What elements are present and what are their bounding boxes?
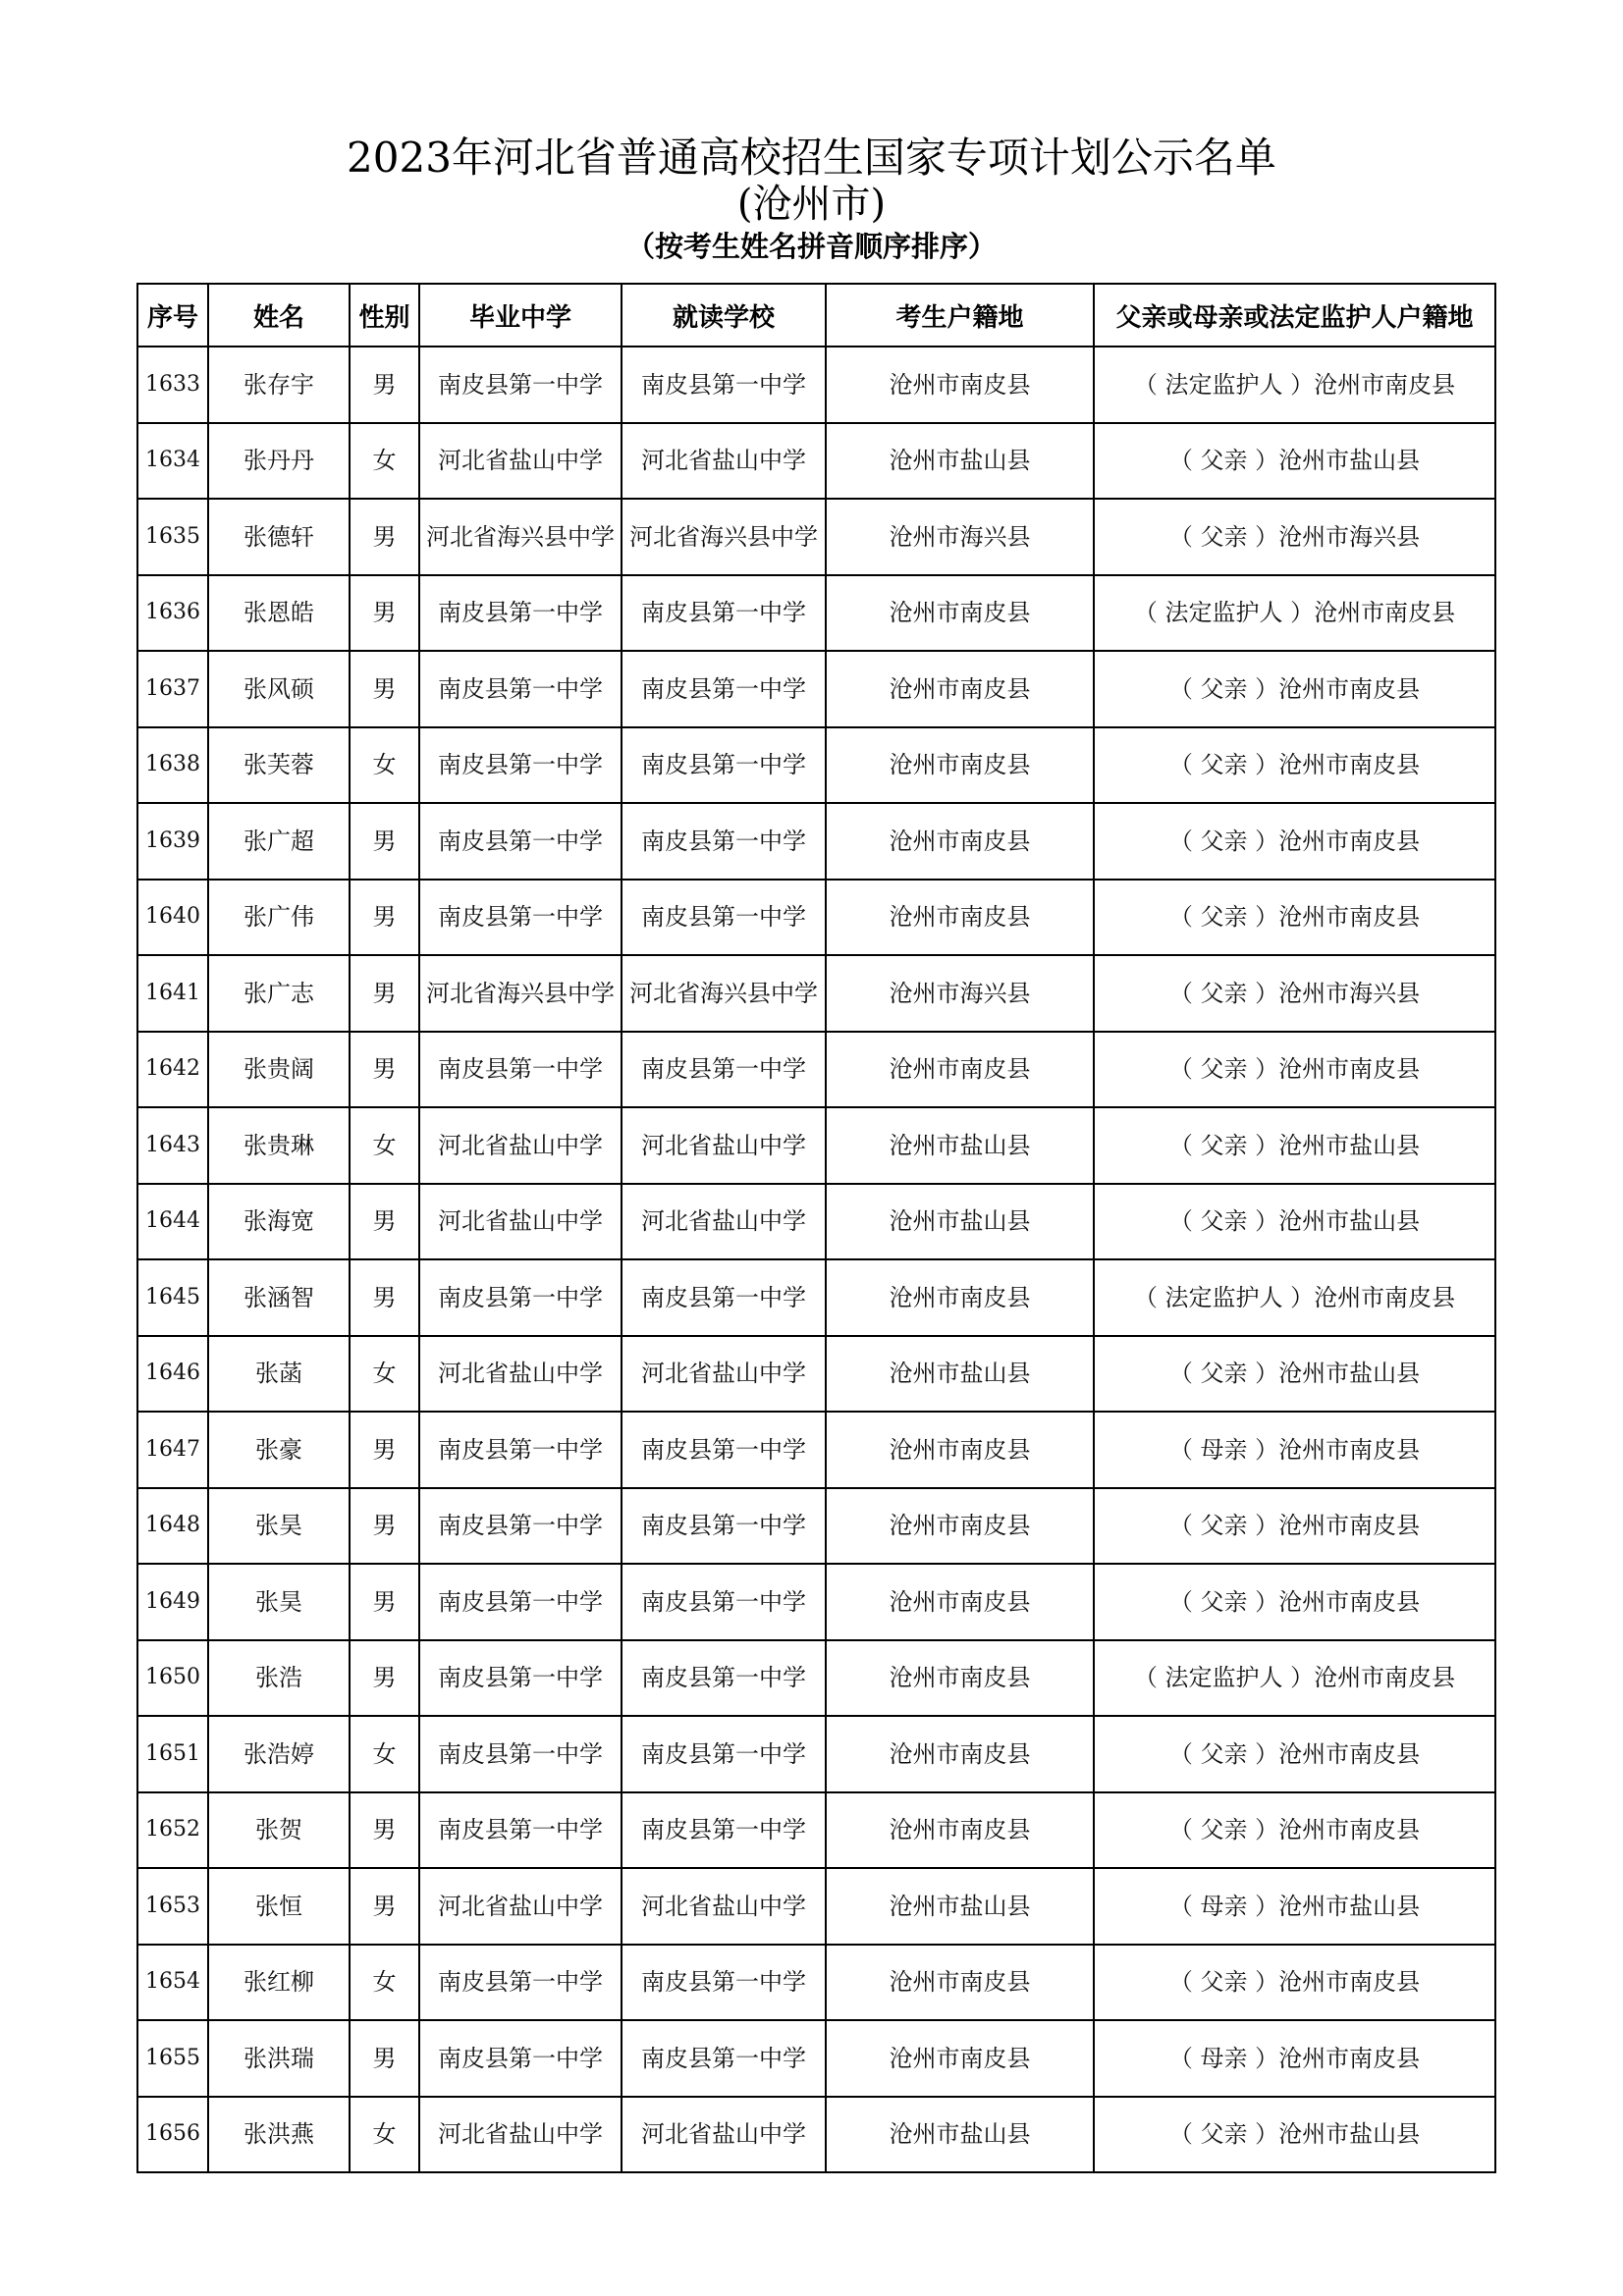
cell-name: 张贵琳 xyxy=(208,1107,350,1184)
cell-seq: 1635 xyxy=(137,499,208,575)
cell-student-hukou: 沧州市盐山县 xyxy=(826,1336,1094,1413)
cell-name: 张海宽 xyxy=(208,1184,350,1260)
cell-seq: 1642 xyxy=(137,1032,208,1108)
cell-student-hukou: 沧州市盐山县 xyxy=(826,1107,1094,1184)
cell-guardian-hukou: （ 父亲 ）沧州市盐山县 xyxy=(1094,1336,1495,1413)
cell-name: 张洪燕 xyxy=(208,2097,350,2173)
cell-graduation-school: 南皮县第一中学 xyxy=(419,1640,622,1717)
table-row xyxy=(137,1868,1495,1945)
cell-seq: 1647 xyxy=(137,1412,208,1488)
cell-name: 张恒 xyxy=(208,1868,350,1945)
cell-student-hukou: 沧州市南皮县 xyxy=(826,1259,1094,1336)
cell-name: 张昊 xyxy=(208,1488,350,1565)
table-row xyxy=(137,575,1495,652)
cell-current-school: 南皮县第一中学 xyxy=(622,1792,826,1869)
table-row xyxy=(137,1716,1495,1792)
cell-sex: 男 xyxy=(350,1792,419,1869)
cell-seq: 1637 xyxy=(137,651,208,727)
cell-student-hukou: 沧州市南皮县 xyxy=(826,1488,1094,1565)
cell-name: 张洪瑞 xyxy=(208,2020,350,2097)
cell-seq: 1633 xyxy=(137,347,208,423)
cell-graduation-school: 南皮县第一中学 xyxy=(419,651,622,727)
cell-student-hukou: 沧州市南皮县 xyxy=(826,1716,1094,1792)
cell-current-school: 南皮县第一中学 xyxy=(622,1640,826,1717)
table-row xyxy=(137,1412,1495,1488)
cell-current-school: 南皮县第一中学 xyxy=(622,347,826,423)
cell-current-school: 河北省盐山中学 xyxy=(622,2097,826,2173)
cell-sex: 男 xyxy=(350,1184,419,1260)
cell-sex: 女 xyxy=(350,727,419,804)
cell-guardian-hukou: （ 父亲 ）沧州市盐山县 xyxy=(1094,423,1495,500)
cell-seq: 1655 xyxy=(137,2020,208,2097)
cell-name: 张红柳 xyxy=(208,1945,350,2021)
header-student-hukou: 考生户籍地 xyxy=(826,284,1094,347)
cell-guardian-hukou: （ 父亲 ）沧州市南皮县 xyxy=(1094,651,1495,727)
cell-current-school: 河北省海兴县中学 xyxy=(622,955,826,1032)
cell-graduation-school: 南皮县第一中学 xyxy=(419,1488,622,1565)
cell-guardian-hukou: （ 父亲 ）沧州市南皮县 xyxy=(1094,880,1495,956)
cell-student-hukou: 沧州市海兴县 xyxy=(826,955,1094,1032)
cell-student-hukou: 沧州市盐山县 xyxy=(826,1868,1094,1945)
cell-guardian-hukou: （ 父亲 ）沧州市南皮县 xyxy=(1094,803,1495,880)
table-row xyxy=(137,880,1495,956)
cell-graduation-school: 南皮县第一中学 xyxy=(419,880,622,956)
cell-student-hukou: 沧州市南皮县 xyxy=(826,880,1094,956)
cell-student-hukou: 沧州市南皮县 xyxy=(826,575,1094,652)
cell-current-school: 河北省盐山中学 xyxy=(622,1868,826,1945)
header-sex: 性别 xyxy=(350,284,419,347)
cell-sex: 男 xyxy=(350,1259,419,1336)
cell-name: 张广伟 xyxy=(208,880,350,956)
document-title: 2023年河北省普通高校招生国家专项计划公示名单 xyxy=(347,133,1276,182)
cell-guardian-hukou: （ 父亲 ）沧州市南皮县 xyxy=(1094,1032,1495,1108)
cell-graduation-school: 南皮县第一中学 xyxy=(419,347,622,423)
cell-graduation-school: 南皮县第一中学 xyxy=(419,2020,622,2097)
cell-name: 张浩 xyxy=(208,1640,350,1717)
cell-sex: 女 xyxy=(350,2097,419,2173)
cell-guardian-hukou: （ 母亲 ）沧州市南皮县 xyxy=(1094,2020,1495,2097)
cell-sex: 男 xyxy=(350,1032,419,1108)
cell-sex: 男 xyxy=(350,2020,419,2097)
cell-name: 张风硕 xyxy=(208,651,350,727)
table-row xyxy=(137,1032,1495,1108)
cell-current-school: 南皮县第一中学 xyxy=(622,575,826,652)
roster-table xyxy=(136,283,1496,2173)
cell-current-school: 南皮县第一中学 xyxy=(622,1032,826,1108)
cell-guardian-hukou: （ 父亲 ）沧州市南皮县 xyxy=(1094,1792,1495,1869)
table-row xyxy=(137,1336,1495,1413)
document-subtitle-city: (沧州市) xyxy=(736,182,887,227)
cell-name: 张存宇 xyxy=(208,347,350,423)
cell-graduation-school: 河北省盐山中学 xyxy=(419,2097,622,2173)
cell-name: 张菡 xyxy=(208,1336,350,1413)
cell-student-hukou: 沧州市南皮县 xyxy=(826,1564,1094,1640)
cell-seq: 1648 xyxy=(137,1488,208,1565)
cell-guardian-hukou: （ 法定监护人 ）沧州市南皮县 xyxy=(1094,1640,1495,1717)
table-row xyxy=(137,2020,1495,2097)
cell-sex: 女 xyxy=(350,1336,419,1413)
cell-current-school: 南皮县第一中学 xyxy=(622,1412,826,1488)
cell-guardian-hukou: （ 父亲 ）沧州市南皮县 xyxy=(1094,1488,1495,1565)
cell-name: 张贵阔 xyxy=(208,1032,350,1108)
document-sort-note: （按考生姓名拼音顺序排序） xyxy=(625,230,997,263)
cell-guardian-hukou: （ 父亲 ）沧州市海兴县 xyxy=(1094,955,1495,1032)
cell-guardian-hukou: （ 父亲 ）沧州市南皮县 xyxy=(1094,1945,1495,2021)
cell-guardian-hukou: （ 法定监护人 ）沧州市南皮县 xyxy=(1094,347,1495,423)
cell-guardian-hukou: （ 母亲 ）沧州市盐山县 xyxy=(1094,1868,1495,1945)
cell-name: 张广志 xyxy=(208,955,350,1032)
cell-seq: 1645 xyxy=(137,1259,208,1336)
cell-graduation-school: 南皮县第一中学 xyxy=(419,1032,622,1108)
cell-seq: 1654 xyxy=(137,1945,208,2021)
table-row xyxy=(137,1792,1495,1869)
cell-name: 张浩婷 xyxy=(208,1716,350,1792)
cell-sex: 男 xyxy=(350,1488,419,1565)
cell-current-school: 河北省海兴县中学 xyxy=(622,499,826,575)
cell-sex: 女 xyxy=(350,423,419,500)
cell-sex: 男 xyxy=(350,575,419,652)
cell-graduation-school: 河北省盐山中学 xyxy=(419,1868,622,1945)
header-seq: 序号 xyxy=(137,284,208,347)
cell-seq: 1640 xyxy=(137,880,208,956)
cell-student-hukou: 沧州市南皮县 xyxy=(826,1640,1094,1717)
table-row xyxy=(137,1184,1495,1260)
cell-graduation-school: 河北省盐山中学 xyxy=(419,1184,622,1260)
table-row xyxy=(137,347,1495,423)
cell-graduation-school: 南皮县第一中学 xyxy=(419,1792,622,1869)
cell-student-hukou: 沧州市南皮县 xyxy=(826,651,1094,727)
cell-graduation-school: 南皮县第一中学 xyxy=(419,1259,622,1336)
cell-graduation-school: 南皮县第一中学 xyxy=(419,1716,622,1792)
cell-name: 张德轩 xyxy=(208,499,350,575)
cell-guardian-hukou: （ 父亲 ）沧州市盐山县 xyxy=(1094,2097,1495,2173)
cell-name: 张贺 xyxy=(208,1792,350,1869)
cell-student-hukou: 沧州市南皮县 xyxy=(826,1792,1094,1869)
cell-guardian-hukou: （ 父亲 ）沧州市盐山县 xyxy=(1094,1107,1495,1184)
cell-seq: 1638 xyxy=(137,727,208,804)
cell-guardian-hukou: （ 法定监护人 ）沧州市南皮县 xyxy=(1094,1259,1495,1336)
table-row xyxy=(137,955,1495,1032)
cell-seq: 1644 xyxy=(137,1184,208,1260)
header-guardian-hukou: 父亲或母亲或法定监护人户籍地 xyxy=(1094,284,1495,347)
cell-seq: 1636 xyxy=(137,575,208,652)
cell-name: 张昊 xyxy=(208,1564,350,1640)
cell-graduation-school: 河北省海兴县中学 xyxy=(419,955,622,1032)
cell-seq: 1656 xyxy=(137,2097,208,2173)
cell-sex: 男 xyxy=(350,347,419,423)
cell-current-school: 南皮县第一中学 xyxy=(622,880,826,956)
cell-guardian-hukou: （ 父亲 ）沧州市南皮县 xyxy=(1094,1716,1495,1792)
cell-graduation-school: 南皮县第一中学 xyxy=(419,575,622,652)
cell-guardian-hukou: （ 母亲 ）沧州市南皮县 xyxy=(1094,1412,1495,1488)
cell-sex: 男 xyxy=(350,955,419,1032)
cell-student-hukou: 沧州市南皮县 xyxy=(826,1412,1094,1488)
table-row xyxy=(137,499,1495,575)
cell-guardian-hukou: （ 父亲 ）沧州市海兴县 xyxy=(1094,499,1495,575)
cell-seq: 1651 xyxy=(137,1716,208,1792)
table-row xyxy=(137,1488,1495,1565)
cell-name: 张恩皓 xyxy=(208,575,350,652)
cell-name: 张豪 xyxy=(208,1412,350,1488)
cell-guardian-hukou: （ 父亲 ）沧州市南皮县 xyxy=(1094,1564,1495,1640)
cell-graduation-school: 南皮县第一中学 xyxy=(419,803,622,880)
cell-seq: 1639 xyxy=(137,803,208,880)
table-row xyxy=(137,423,1495,500)
cell-graduation-school: 南皮县第一中学 xyxy=(419,727,622,804)
table-row xyxy=(137,2097,1495,2173)
cell-name: 张广超 xyxy=(208,803,350,880)
cell-student-hukou: 沧州市南皮县 xyxy=(826,727,1094,804)
cell-guardian-hukou: （ 父亲 ）沧州市南皮县 xyxy=(1094,727,1495,804)
cell-sex: 女 xyxy=(350,1107,419,1184)
cell-current-school: 河北省盐山中学 xyxy=(622,423,826,500)
cell-current-school: 河北省盐山中学 xyxy=(622,1184,826,1260)
cell-current-school: 南皮县第一中学 xyxy=(622,727,826,804)
cell-current-school: 南皮县第一中学 xyxy=(622,1945,826,2021)
cell-student-hukou: 沧州市南皮县 xyxy=(826,1945,1094,2021)
cell-student-hukou: 沧州市南皮县 xyxy=(826,347,1094,423)
cell-graduation-school: 河北省盐山中学 xyxy=(419,423,622,500)
cell-name: 张芙蓉 xyxy=(208,727,350,804)
cell-seq: 1634 xyxy=(137,423,208,500)
table-row xyxy=(137,1259,1495,1336)
cell-seq: 1643 xyxy=(137,1107,208,1184)
cell-sex: 男 xyxy=(350,1868,419,1945)
cell-student-hukou: 沧州市南皮县 xyxy=(826,2020,1094,2097)
cell-seq: 1652 xyxy=(137,1792,208,1869)
cell-seq: 1649 xyxy=(137,1564,208,1640)
cell-student-hukou: 沧州市南皮县 xyxy=(826,1032,1094,1108)
cell-sex: 男 xyxy=(350,803,419,880)
cell-current-school: 南皮县第一中学 xyxy=(622,803,826,880)
table-row xyxy=(137,1564,1495,1640)
cell-student-hukou: 沧州市南皮县 xyxy=(826,803,1094,880)
cell-sex: 男 xyxy=(350,499,419,575)
cell-current-school: 河北省盐山中学 xyxy=(622,1336,826,1413)
cell-current-school: 南皮县第一中学 xyxy=(622,1716,826,1792)
cell-graduation-school: 河北省盐山中学 xyxy=(419,1107,622,1184)
cell-student-hukou: 沧州市盐山县 xyxy=(826,423,1094,500)
table-row xyxy=(137,651,1495,727)
cell-name: 张丹丹 xyxy=(208,423,350,500)
table-row xyxy=(137,1945,1495,2021)
cell-name: 张涵智 xyxy=(208,1259,350,1336)
cell-sex: 男 xyxy=(350,651,419,727)
cell-guardian-hukou: （ 法定监护人 ）沧州市南皮县 xyxy=(1094,575,1495,652)
cell-graduation-school: 河北省海兴县中学 xyxy=(419,499,622,575)
cell-seq: 1653 xyxy=(137,1868,208,1945)
table-row xyxy=(137,1107,1495,1184)
header-current-school: 就读学校 xyxy=(622,284,826,347)
cell-guardian-hukou: （ 父亲 ）沧州市盐山县 xyxy=(1094,1184,1495,1260)
cell-student-hukou: 沧州市盐山县 xyxy=(826,1184,1094,1260)
cell-graduation-school: 南皮县第一中学 xyxy=(419,1564,622,1640)
cell-student-hukou: 沧州市盐山县 xyxy=(826,2097,1094,2173)
cell-student-hukou: 沧州市海兴县 xyxy=(826,499,1094,575)
cell-graduation-school: 南皮县第一中学 xyxy=(419,1945,622,2021)
cell-current-school: 南皮县第一中学 xyxy=(622,2020,826,2097)
table-row xyxy=(137,727,1495,804)
cell-current-school: 南皮县第一中学 xyxy=(622,1488,826,1565)
cell-sex: 男 xyxy=(350,1640,419,1717)
cell-current-school: 南皮县第一中学 xyxy=(622,1564,826,1640)
cell-graduation-school: 河北省盐山中学 xyxy=(419,1336,622,1413)
header-name: 姓名 xyxy=(208,284,350,347)
cell-seq: 1650 xyxy=(137,1640,208,1717)
cell-sex: 女 xyxy=(350,1945,419,2021)
table-row xyxy=(137,1640,1495,1717)
cell-current-school: 南皮县第一中学 xyxy=(622,651,826,727)
cell-sex: 男 xyxy=(350,1564,419,1640)
table-header-row xyxy=(137,284,1495,347)
cell-current-school: 河北省盐山中学 xyxy=(622,1107,826,1184)
cell-sex: 女 xyxy=(350,1716,419,1792)
cell-seq: 1646 xyxy=(137,1336,208,1413)
cell-sex: 男 xyxy=(350,880,419,956)
cell-current-school: 南皮县第一中学 xyxy=(622,1259,826,1336)
header-graduation-school: 毕业中学 xyxy=(419,284,622,347)
cell-sex: 男 xyxy=(350,1412,419,1488)
cell-seq: 1641 xyxy=(137,955,208,1032)
table-row xyxy=(137,803,1495,880)
cell-graduation-school: 南皮县第一中学 xyxy=(419,1412,622,1488)
